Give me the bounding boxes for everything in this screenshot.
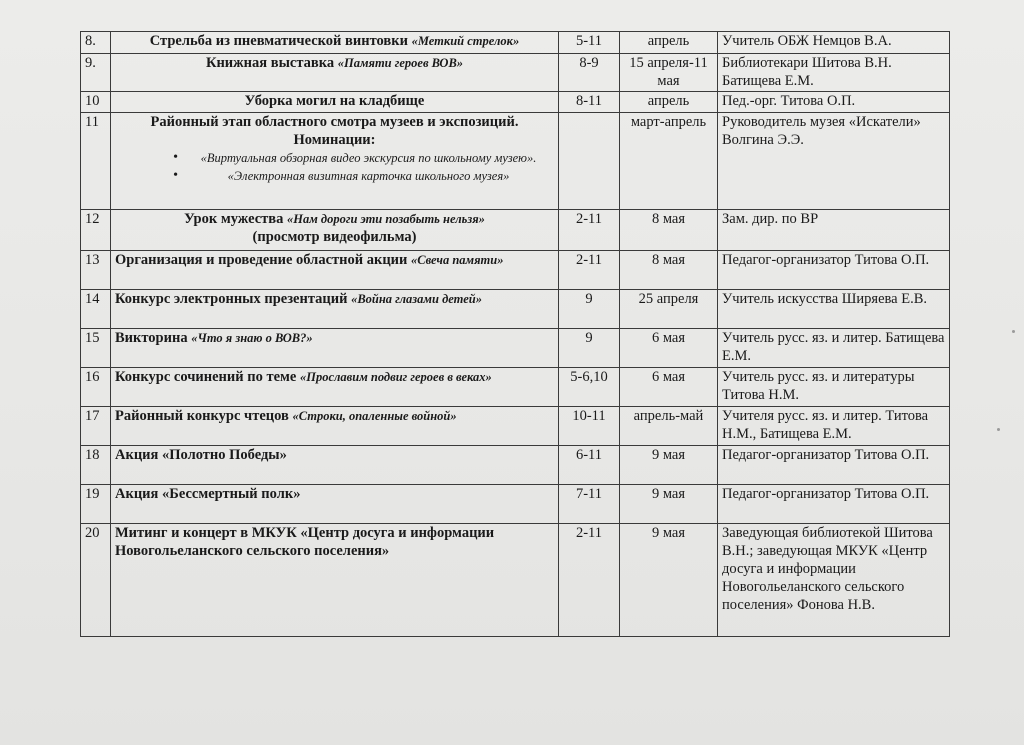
table-row bbox=[81, 407, 950, 446]
event-title: Конкурс сочинений по теме bbox=[115, 369, 297, 385]
classes-cell: 2-11 bbox=[559, 210, 620, 251]
events-table bbox=[80, 31, 950, 637]
table-row bbox=[81, 210, 950, 251]
classes-cell: 5-11 bbox=[559, 32, 620, 54]
date-cell: апрель bbox=[620, 92, 718, 113]
responsible-cell: Руководитель музея «Искатели» Волгина Э.Э. bbox=[718, 113, 950, 210]
date-cell: 6 мая bbox=[620, 368, 718, 407]
table-row bbox=[81, 329, 950, 368]
responsible-cell: Педагог-организатор Титова О.П. bbox=[718, 446, 950, 485]
row-number: 20 bbox=[81, 524, 111, 637]
event-note: (просмотр видеофильма) bbox=[252, 229, 417, 245]
event-cell bbox=[111, 251, 559, 290]
event-title: Районный конкурс чтецов bbox=[115, 408, 289, 424]
row-number: 11 bbox=[81, 113, 111, 210]
event-title: Стрельба из пневматической винтовки bbox=[149, 33, 408, 49]
event-title: Акция «Полотно Победы» bbox=[111, 446, 559, 485]
responsible-cell: Зам. дир. по ВР bbox=[718, 210, 950, 251]
date-cell: 8 мая bbox=[620, 251, 718, 290]
date-cell: 6 мая bbox=[620, 329, 718, 368]
nomination-item: • «Виртуальная обзорная видео экскурсия по школьному музею». bbox=[193, 149, 554, 167]
event-italic: «Что я знаю о ВОВ?» bbox=[191, 331, 313, 345]
classes-cell: 10-11 bbox=[559, 407, 620, 446]
nomination-item: • «Электронная визитная карточка школьного музея» bbox=[193, 167, 554, 185]
responsible-cell: Заведующая библиотекой Шитова В.Н.; заведующая МКУК «Центр досуга и информации Новогольеланского сельского поселения» Фонова Н.В. bbox=[718, 524, 950, 637]
table-row bbox=[81, 251, 950, 290]
row-number: 15 bbox=[81, 329, 111, 368]
classes-cell: 6-11 bbox=[559, 446, 620, 485]
event-title: Урок мужества bbox=[184, 211, 284, 227]
classes-cell bbox=[559, 113, 620, 210]
event-cell bbox=[111, 407, 559, 446]
date-cell: 9 мая bbox=[620, 485, 718, 524]
date-cell: март-апрель bbox=[620, 113, 718, 210]
event-cell bbox=[111, 290, 559, 329]
event-italic: «Прославим подвиг героев в веках» bbox=[299, 370, 492, 384]
scan-speck bbox=[997, 428, 1000, 431]
responsible-cell: Педагог-организатор Титова О.П. bbox=[718, 485, 950, 524]
date-cell: апрель bbox=[620, 32, 718, 54]
responsible-cell: Библиотекари Шитова В.Н. Батищева Е.М. bbox=[718, 54, 950, 92]
event-title: Конкурс электронных презентаций bbox=[115, 291, 348, 307]
event-title: Уборка могил на кладбище bbox=[111, 92, 559, 113]
event-title: Районный этап областного смотра музеев и экспозиций. Номинации: bbox=[150, 114, 519, 148]
row-number: 14 bbox=[81, 290, 111, 329]
row-number: 18 bbox=[81, 446, 111, 485]
event-italic: «Памяти героев ВОВ» bbox=[337, 56, 464, 70]
table-row bbox=[81, 92, 950, 113]
table-row bbox=[81, 290, 950, 329]
event-italic: «Война глазами детей» bbox=[351, 292, 482, 306]
row-number: 16 bbox=[81, 368, 111, 407]
table-row bbox=[81, 485, 950, 524]
table-row bbox=[81, 368, 950, 407]
event-title: Викторина bbox=[115, 330, 188, 346]
classes-cell: 9 bbox=[559, 290, 620, 329]
event-cell bbox=[111, 329, 559, 368]
event-cell bbox=[111, 113, 559, 210]
date-cell: 8 мая bbox=[620, 210, 718, 251]
event-italic: «Нам дороги эти позабыть нельзя» bbox=[287, 212, 485, 226]
row-number: 9. bbox=[81, 54, 111, 92]
table-row bbox=[81, 32, 950, 54]
date-cell: 9 мая bbox=[620, 446, 718, 485]
responsible-cell: Пед.-орг. Титова О.П. bbox=[718, 92, 950, 113]
event-italic: «Строки, опаленные войной» bbox=[292, 409, 457, 423]
responsible-cell: Учителя русс. яз. и литер. Титова Н.М., Батищева Е.М. bbox=[718, 407, 950, 446]
responsible-cell: Учитель ОБЖ Немцов В.А. bbox=[718, 32, 950, 54]
responsible-cell: Педагог-организатор Титова О.П. bbox=[718, 251, 950, 290]
responsible-cell: Учитель искусства Ширяева Е.В. bbox=[718, 290, 950, 329]
classes-cell: 5-6,10 bbox=[559, 368, 620, 407]
classes-cell: 8-11 bbox=[559, 92, 620, 113]
row-number: 10 bbox=[81, 92, 111, 113]
row-number: 13 bbox=[81, 251, 111, 290]
row-number: 12 bbox=[81, 210, 111, 251]
event-cell bbox=[111, 368, 559, 407]
table-row bbox=[81, 54, 950, 92]
table-row bbox=[81, 524, 950, 637]
table-row bbox=[81, 446, 950, 485]
event-cell bbox=[111, 210, 559, 251]
responsible-cell: Учитель русс. яз. и литературы Титова Н.М. bbox=[718, 368, 950, 407]
nominations-list bbox=[115, 149, 554, 185]
event-title: Организация и проведение областной акции bbox=[115, 252, 408, 268]
row-number: 8. bbox=[81, 32, 111, 54]
event-italic: «Меткий стрелок» bbox=[411, 34, 520, 48]
event-italic: «Свеча памяти» bbox=[411, 253, 504, 267]
event-title: Книжная выставка bbox=[205, 55, 335, 71]
event-cell bbox=[111, 32, 559, 54]
classes-cell: 2-11 bbox=[559, 524, 620, 637]
date-cell: 9 мая bbox=[620, 524, 718, 637]
table-row bbox=[81, 113, 950, 210]
responsible-cell: Учитель русс. яз. и литер. Батищева Е.М. bbox=[718, 329, 950, 368]
scan-speck bbox=[1012, 330, 1015, 333]
date-cell: 25 апреля bbox=[620, 290, 718, 329]
row-number: 19 bbox=[81, 485, 111, 524]
classes-cell: 7-11 bbox=[559, 485, 620, 524]
event-cell bbox=[111, 54, 559, 92]
classes-cell: 2-11 bbox=[559, 251, 620, 290]
event-title: Акция «Бессмертный полк» bbox=[111, 485, 559, 524]
classes-cell: 8-9 bbox=[559, 54, 620, 92]
date-cell: 15 апреля-11 мая bbox=[620, 54, 718, 92]
date-cell: апрель-май bbox=[620, 407, 718, 446]
classes-cell: 9 bbox=[559, 329, 620, 368]
row-number: 17 bbox=[81, 407, 111, 446]
event-title: Митинг и концерт в МКУК «Центр досуга и информации Новогольеланского сельского поселения» bbox=[111, 524, 559, 637]
